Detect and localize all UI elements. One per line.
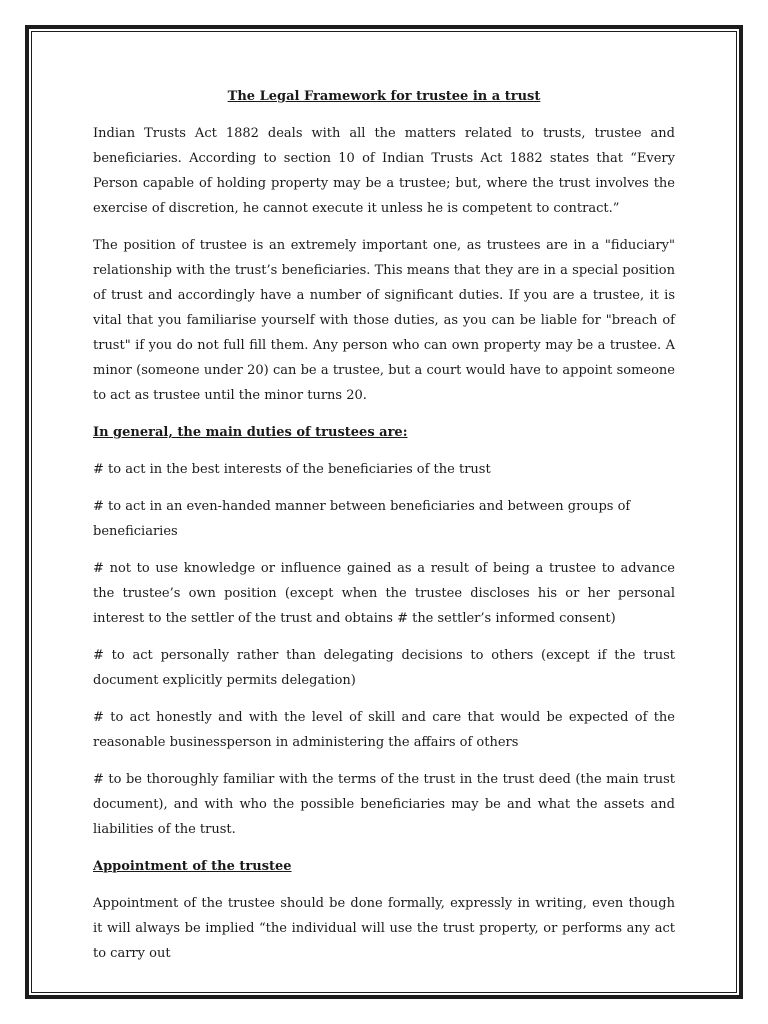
duties-heading: In general, the main duties of trustees are: [93, 425, 408, 440]
duty-item: # to act in an even-handed manner between beneficiaries and between groups of beneficiaries [93, 499, 631, 539]
duty-item: # to be thoroughly familiar with the terms of the trust in the trust deed (the main trust document), and with who the possible beneficiaries may be and what the assets and liabilities of the trust. [93, 772, 675, 837]
duty-item: # to act personally rather than delegating decisions to others (except if the trust document explicitly permits delegation) [93, 648, 675, 688]
document-title: The Legal Framework for trustee in a trust [227, 89, 541, 104]
paragraph-intro-1: Indian Trusts Act 1882 deals with all the matters related to trusts, trustee and beneficiaries. According to section 10 of Indian Trusts Act 1882 states that “Every Person capable of holding property may be a trustee; but, where the trust involves the exercise of discretion, he cannot execute it unless he is competent to contract.” [93, 126, 675, 216]
appointment-heading: Appointment of the trustee [93, 859, 292, 874]
paragraph-intro-2: The position of trustee is an extremely important one, as trustees are in a "fiduciary" relationship with the trust’s beneficiaries. This means that they are in a special position of trust and accordingly have a number of significant duties. If you are a trustee, it is vital that you familiarise yourself with those duties, as you can be liable for "breach of trust" if you do not full fill them. Any person who can own property may be a trustee. A minor (someone under 20) can be a trustee, but a court would have to appoint someone to act as trustee until the minor turns 20. [93, 238, 675, 403]
document-body [93, 84, 675, 978]
duty-item: # not to use knowledge or influence gained as a result of being a trustee to advance the trustee’s own position (except when the trustee discloses his or her personal interest to the settler of the trust and obtains # the settler’s informed consent) [93, 561, 675, 626]
appointment-paragraph: Appointment of the trustee should be done formally, expressly in writing, even though it will always be implied “the individual will use the trust property, or performs any act to carry out [93, 896, 675, 961]
duty-item: # to act honestly and with the level of skill and care that would be expected of the reasonable businessperson in administering the affairs of others [93, 710, 675, 750]
duty-item: # to act in the best interests of the beneficiaries of the trust [93, 462, 491, 477]
